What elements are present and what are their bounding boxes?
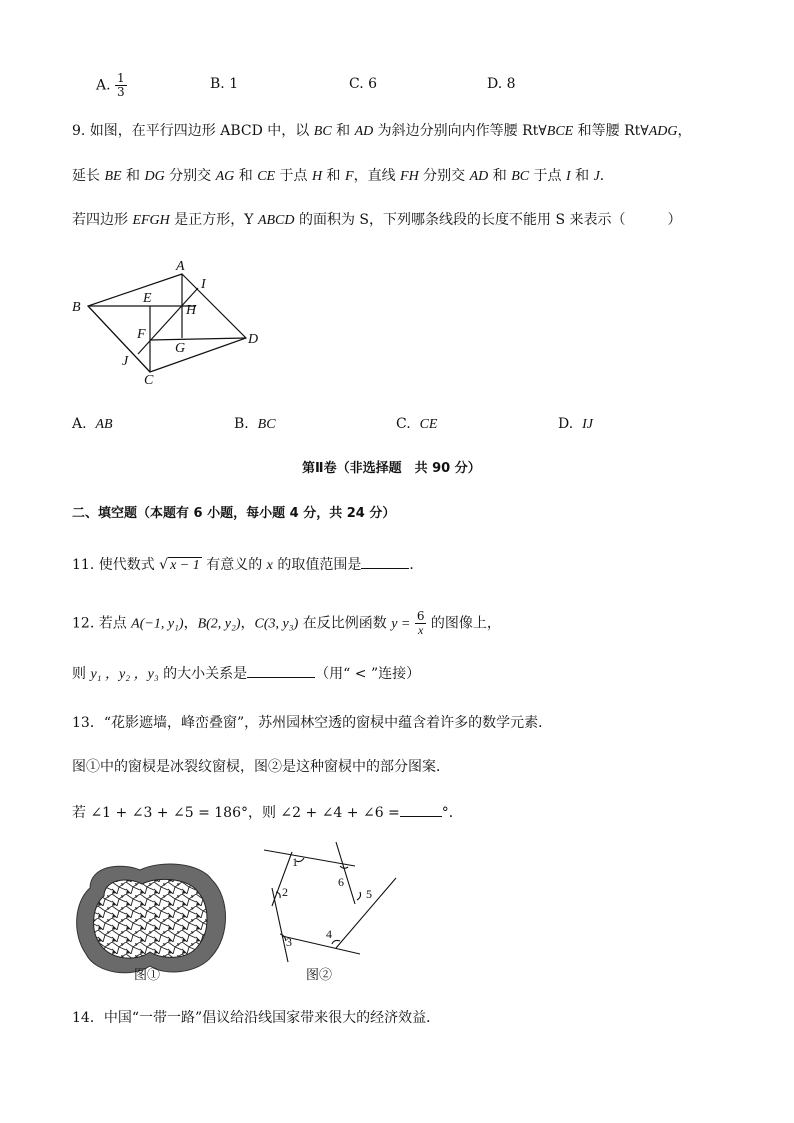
q9-parallelogram-figure [66,252,276,388]
q10-option-d: D. 8 [487,76,516,92]
radicand: x − 1 [170,558,200,573]
q9-option-c: C. CE [396,416,438,432]
q13-line-3: 若 ∠1 + ∠3 + ∠5 = 186°，则 ∠2 + ∠4 + ∠6 = °． [72,802,463,823]
q13-line-1: 13．“花影遮墙，峰峦叠窗”，苏州园林空透的窗棂中蕴含着许多的数学元素． [72,715,553,731]
q10-option-b: B. 1 [210,76,239,92]
q9-line-2: 延长 BE 和 DG 分别交 AG 和 CE 于点 H 和 F，直线 FH 分别交 AD 和 BC 于点 I 和 J． [72,168,614,184]
q11: 11. 使代数式 √ x − 1 有意义的 x 的取值范围是 ． [72,554,423,576]
angle-label-6: 6 [338,875,344,889]
sqrt-sign: √ [159,557,169,573]
answer-blank-q13[interactable] [400,802,442,817]
label-c: C [144,373,154,388]
parallelogram-abcd [88,274,246,372]
label-g: G [175,341,186,356]
angle-label-3: 3 [286,935,292,949]
fig1-caption: 图① [134,968,161,983]
arc-4 [332,940,340,944]
label-d: D [248,332,259,347]
q12-fraction: $\frac{6}{x}$ [416,609,425,637]
angle-label-1: 1 [292,855,298,869]
label-b: B [72,300,81,315]
section2-title: 二、填空题（本题有 6 小题，每小题 4 分，共 24 分） [72,506,396,521]
label-e: E [143,291,152,306]
edge-4 [282,936,360,954]
label-j: J [122,354,129,369]
q9-option-b: B. BC [234,416,276,432]
q12-line-1: 12. 若点 A(−1, y₁)，B(2, y₂)，C(3, y₃) 在反比例函数 y = $\frac{6}{x}$ 的图像上， [72,609,501,637]
label-h: H [186,303,197,318]
edge-3 [272,888,288,962]
label-f: F [137,327,146,342]
angle-label-2: 2 [282,885,288,899]
q13-line-2: 图①中的窗棂是冰裂纹窗棂，图②是这种窗棂中的部分图案． [72,759,450,775]
q10-option-a-fraction: $\frac{1}{3}$ [117,71,125,99]
answer-blank-q11[interactable] [361,554,409,569]
q14-line-1: 14．中国“一带一路”倡议给沿线国家带来很大的经济效益． [72,1010,441,1026]
window-inner [94,879,207,958]
q9-option-d: D. IJ [558,416,593,432]
edge-6 [336,842,355,904]
angle-label-4: 4 [326,927,332,941]
q10-option-a: A. $\frac{1}{3}$ [96,71,125,99]
arc-5 [357,892,361,900]
fig2-caption: 图② [306,968,333,983]
hexagon-angle-figure [262,840,402,966]
q12-line-2: 则 y₁ ，y₂ ，y₃ 的大小关系是 （用“ < ”连接） [72,663,420,685]
q9-option-a: A. AB [72,416,113,432]
segment-dg [150,338,246,340]
q9-line-3: 若四边形 EFGH 是正方形，Y ABCD 的面积为 S，下列哪条线段的长度不能用 S 来表示（ ） [72,212,682,228]
answer-blank-q12[interactable] [247,663,315,678]
q9-line-1: 9. 如图，在平行四边形 ABCD 中，以 BC 和 AD 为斜边分别向内作等腰 Rt∀BCE 和等腰 Rt∀ADG， [72,123,692,139]
angle-label-5: 5 [366,887,372,901]
label-a: A [176,259,185,274]
part2-title: 第Ⅱ卷（非选择题 共 90 分） [302,461,481,476]
label-i: I [201,277,206,292]
q10-option-c: C. 6 [349,76,378,92]
